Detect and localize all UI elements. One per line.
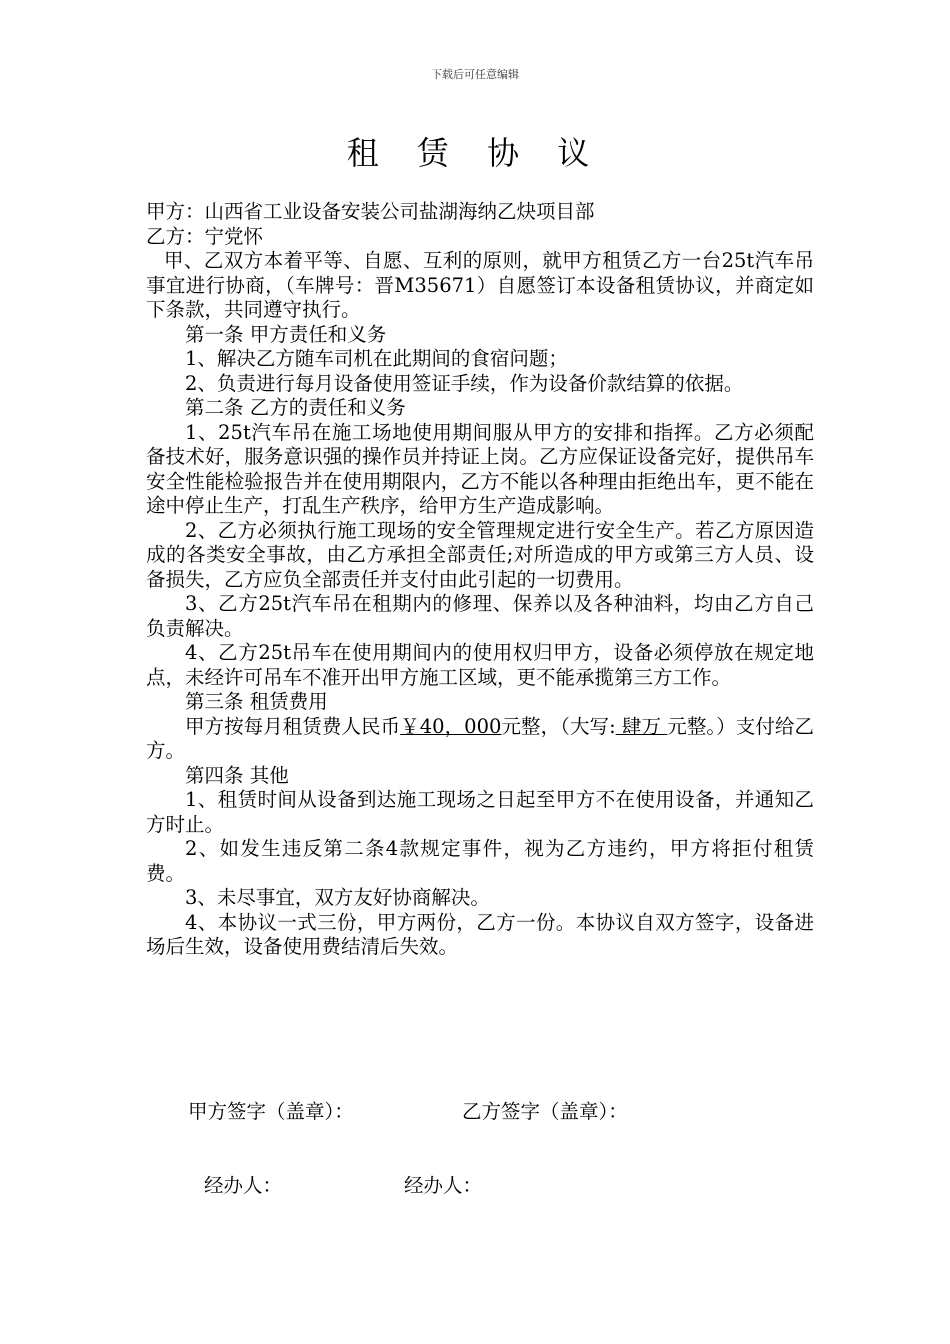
article2-item: 1、25t汽车吊在施工场地使用期间服从甲方的安排和指挥。乙方必须配备技术好，服务意识强的操作员并持证上岗。乙方应保证设备完好，提供吊车安全性能检验报告并在使用期限内，乙方不能以各种理由拒绝出车，更不能在途中停止生产，打乱生产秩序，给甲方生产造成影响。 <box>146 420 814 517</box>
fee-text-pre: 甲方按每月租赁费人民币 <box>185 714 401 738</box>
article4-heading: 第四条 其他 <box>185 763 289 787</box>
article4-item: 4、本协议一式三份，甲方两份，乙方一份。本协议自双方签字，设备进场后生效，设备使用费结清后失效。 <box>146 910 814 958</box>
party-b-line: 乙方：宁党怀 <box>146 224 264 248</box>
article2-item: 3、乙方25t汽车吊在租期内的修理、保养以及各种油料，均由乙方自己负责解决。 <box>146 592 814 640</box>
article2-heading: 第二条 乙方的责任和义务 <box>185 396 406 419</box>
fee-text-post: 元整。）支付给乙方。 <box>146 714 814 762</box>
article1-item: 1、解决乙方随车司机在此期间的食宿问题； <box>185 347 568 370</box>
article4-item: 3、未尽事宜，双方友好协商解决。 <box>185 886 490 909</box>
article1-heading: 第一条 甲方责任和义务 <box>185 322 387 346</box>
article2-item: 4、乙方25t吊车在使用期间内的使用权归甲方，设备必须停放在规定地点，未经许可吊车不准开出甲方施工区域，更不能承揽第三方工作。 <box>146 641 814 689</box>
article3-fee-text <box>146 715 814 764</box>
article4-item: 1、租赁时间从设备到达施工现场之日起至甲方不在使用设备，并通知乙方时止。 <box>146 788 814 836</box>
party-a-line: 甲方：山西省工业设备安装公司盐湖海纳乙炔项目部 <box>146 200 595 223</box>
article4-item: 2、如发生违反第二条4款规定事件，视为乙方违约，甲方将拒付租赁费。 <box>146 837 814 885</box>
fee-amount: ￥40，000 <box>400 714 502 738</box>
intro-paragraph: 甲、乙双方本着平等、自愿、互利的原则，就甲方租赁乙方一台25t汽车吊事宜进行协商，（车牌号：晋M35671）自愿签订本设备租赁协议，并商定如下条款，共同遵守执行。 <box>146 249 814 321</box>
party-b-signature-label: 乙方签字（盖章）： <box>462 1100 628 1123</box>
article3-heading: 第三条 租赁费用 <box>185 690 328 713</box>
fee-amount-caps: 肆万 <box>615 714 668 738</box>
article2-item: 2、乙方必须执行施工现场的安全管理规定进行安全生产。若乙方原因造成的各类安全事故，由乙方承担全部责任;对所造成的甲方或第三方人员、设备损失，乙方应负全部责任并支付由此引起的一切费用。 <box>146 518 814 591</box>
fee-text-mid: 元整，（大写: <box>501 714 616 738</box>
party-a-signature-label: 甲方签字（盖章）： <box>188 1100 354 1123</box>
document-title: 租 赁 协 议 <box>346 134 604 172</box>
header-note: 下载后可任意编辑 <box>431 68 519 81</box>
agreement-body <box>146 200 814 960</box>
party-b-agent-label: 经办人： <box>404 1174 483 1197</box>
party-a-agent-label: 经办人： <box>204 1174 283 1197</box>
article1-item: 2、负责进行每月设备使用签证手续，作为设备价款结算的依据。 <box>185 371 744 395</box>
